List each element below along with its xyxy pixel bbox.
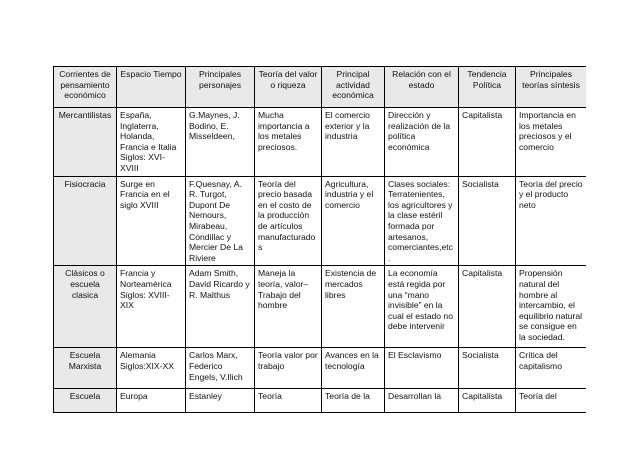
table-cell: Agricultura, industria y el comercio bbox=[322, 176, 385, 266]
table-cell: Alemania Siglos:XIX-XX bbox=[117, 348, 186, 389]
table-cell: España, Inglaterra, Holanda, Francia e Italia Siglos: XVI-XVIII bbox=[117, 108, 186, 177]
header-cell: Espacio Tiempo bbox=[117, 67, 186, 108]
table-cell: Teoría del precio y el producto neto bbox=[516, 176, 587, 266]
table-cell: Existencia de mercados libres bbox=[322, 266, 385, 348]
header-cell: Principal actividad económica bbox=[322, 67, 385, 108]
table-cell: Crítica del capitalismo bbox=[516, 348, 587, 389]
table-cell: Mucha importancia a los metales preciosos. bbox=[255, 108, 322, 177]
table-cell: Francia y Norteamérica Siglos: XVIII-XIX bbox=[117, 266, 186, 348]
table-cell: Dirección y realización de la política económica bbox=[385, 108, 459, 177]
table-cell: F.Quesnay, A. R. Turgot, Dupont De Nemours, Mirabeau, Condillac y Mercier De La Riviere bbox=[186, 176, 255, 266]
table-cell: La economía está regida por una “mano invisible” en la cual el estado no debe intervenir bbox=[385, 266, 459, 348]
table-cell: Carlos Marx, Federico Engels, V.Ilich bbox=[186, 348, 255, 389]
economic-thought-table bbox=[53, 66, 586, 413]
table-cell: Teoría del precio basada en el costo de la producción de artículos manufacturado s bbox=[255, 176, 322, 266]
row-label-cell: Escuela Marxista bbox=[54, 348, 117, 389]
table-row bbox=[54, 348, 587, 389]
table-cell: Desarrollan la bbox=[385, 389, 459, 413]
table-row bbox=[54, 266, 587, 348]
table-cell: Surge en Francia en el siglo XVIII bbox=[117, 176, 186, 266]
table-cell: El comercio exterior y la industria bbox=[322, 108, 385, 177]
table-cell: Teoría del bbox=[516, 389, 587, 413]
row-label-cell: Escuela bbox=[54, 389, 117, 413]
table-cell: Clases sociales: Terratenientes, los agricultores y la clase estéril formada por artesanos, comerciantes,etc . bbox=[385, 176, 459, 266]
table-cell: Capitalista bbox=[459, 389, 516, 413]
table-cell: Socialista bbox=[459, 348, 516, 389]
table-cell: Teoría bbox=[255, 389, 322, 413]
row-label-cell: Mercantilistas bbox=[54, 108, 117, 177]
table-cell: Avances en la tecnología bbox=[322, 348, 385, 389]
table-cell: El Esclavismo bbox=[385, 348, 459, 389]
header-cell: Principales personajes bbox=[186, 67, 255, 108]
table-row bbox=[54, 108, 587, 177]
table-cell: Capitalista bbox=[459, 108, 516, 177]
table-cell: G.Maynes, J. Bodino, E. Misseldeen, bbox=[186, 108, 255, 177]
table-cell: Estanley bbox=[186, 389, 255, 413]
table-cell: Socialista bbox=[459, 176, 516, 266]
table-cell: Teoría valor por trabajo bbox=[255, 348, 322, 389]
table-cell: Teoría de la bbox=[322, 389, 385, 413]
table-container bbox=[53, 66, 586, 452]
table-row bbox=[54, 176, 587, 266]
header-cell: Principales teorías síntesis bbox=[516, 67, 587, 108]
header-cell: Tendencia Política bbox=[459, 67, 516, 108]
row-label-cell: Fisiocracia bbox=[54, 176, 117, 266]
table-cell: Adam Smith, David Ricardo y R. Malthus bbox=[186, 266, 255, 348]
table-cell: Importancia en los metales preciosos y el comercio bbox=[516, 108, 587, 177]
header-cell: Relación con el estado bbox=[385, 67, 459, 108]
table-cell: Capitalista bbox=[459, 266, 516, 348]
header-row bbox=[54, 67, 587, 108]
table-row bbox=[54, 389, 587, 413]
table-cell: Europa bbox=[117, 389, 186, 413]
header-cell: Teoría del valor o riqueza bbox=[255, 67, 322, 108]
header-cell: Corrientes de pensamiento económico bbox=[54, 67, 117, 108]
table-cell: Propensión natural del hombre al intercambio, el equilibrio natural se consigue en la sociedad. bbox=[516, 266, 587, 348]
table-cell: Maneja la teoría, valor–Trabajo del hombre bbox=[255, 266, 322, 348]
row-label-cell: Clásicos o escuela clasica bbox=[54, 266, 117, 348]
